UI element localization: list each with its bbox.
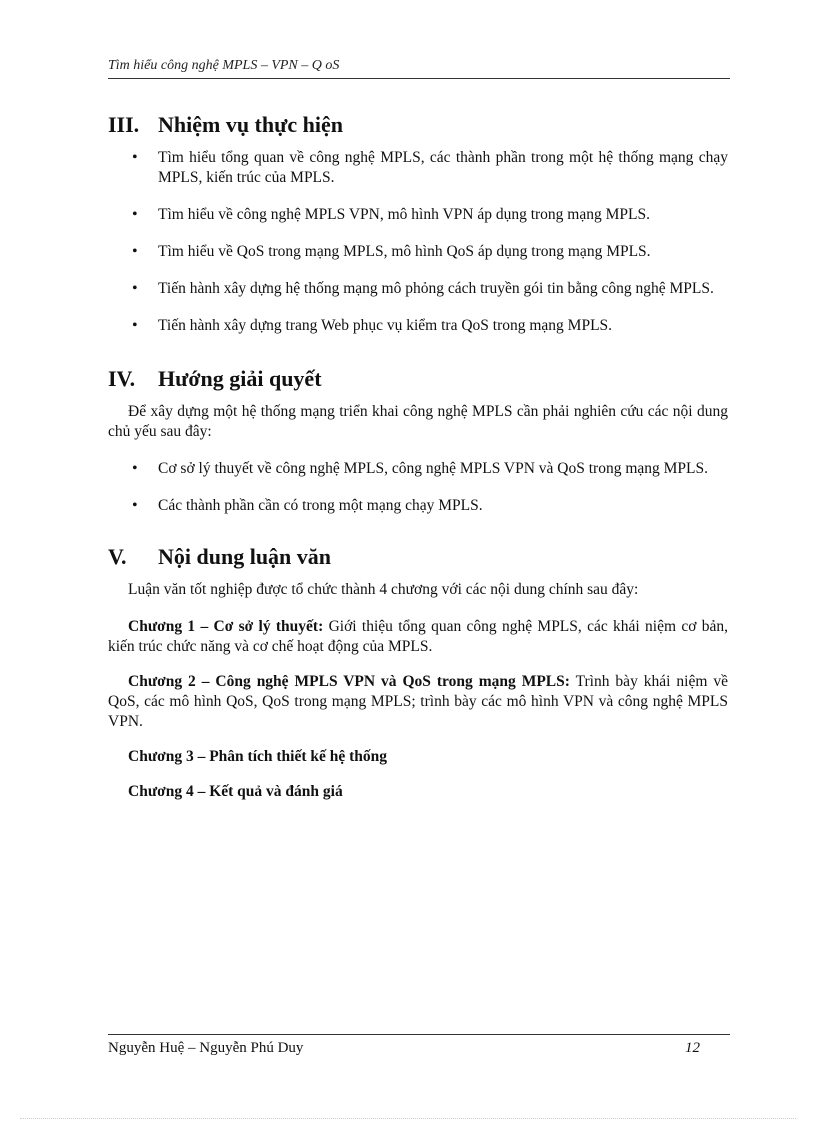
chapter-2-label: Chương 2 – Công nghệ MPLS VPN và QoS trong mạng MPLS: — [128, 673, 570, 690]
chapter-1-paragraph — [108, 617, 728, 657]
section-4-list — [108, 459, 728, 516]
section-5-intro: Luận văn tốt nghiệp được tổ chức thành 4 chương với các nội dung chính sau đây: — [128, 581, 639, 598]
list-item: • Tiến hành xây dựng hệ thống mạng mô phỏng cách truyền gói tin bằng công nghệ MPLS. — [108, 279, 728, 299]
section-4-title: Hướng giải quyết — [158, 366, 322, 391]
list-item: • Tìm hiểu tổng quan về công nghệ MPLS, các thành phần trong một hệ thống mạng chạy MPLS, kiến trúc của MPLS. — [108, 148, 728, 188]
list-item: • Cơ sở lý thuyết về công nghệ MPLS, công nghệ MPLS VPN và QoS trong mạng MPLS. — [108, 459, 728, 479]
list-item: • Các thành phần cần có trong một mạng chạy MPLS. — [108, 496, 728, 516]
chapter-4-paragraph — [108, 782, 728, 802]
chapter-4-label: Chương 4 – Kết quả và đánh giá — [128, 783, 343, 800]
chapter-3-paragraph — [108, 747, 728, 767]
chapter-2-paragraph — [108, 672, 728, 732]
section-3-number: III. — [108, 112, 140, 137]
list-item: • Tìm hiểu về công nghệ MPLS VPN, mô hình VPN áp dụng trong mạng MPLS. — [108, 205, 728, 225]
chapter-1-text: Giới thiệu tổng quan công nghệ MPLS, các khái niệm cơ bản, kiến trúc chức năng và cơ chế hoạt động của MPLS. — [108, 618, 728, 655]
running-footer — [108, 1040, 700, 1057]
list-item: • Tiến hành xây dựng trang Web phục vụ kiểm tra QoS trong mạng MPLS. — [108, 316, 728, 336]
chapter-3-label: Chương 3 – Phân tích thiết kế hệ thống — [128, 748, 388, 765]
section-3-list — [108, 148, 728, 336]
section-5-heading — [108, 544, 728, 570]
section-3-title: Nhiệm vụ thực hiện — [158, 112, 343, 137]
footer-divider — [108, 1034, 730, 1035]
section-5-number: V. — [108, 544, 127, 569]
page-content — [108, 112, 728, 817]
chapter-1-label: Chương 1 – Cơ sở lý thuyết: — [128, 618, 324, 635]
section-5-title: Nội dung luận văn — [158, 544, 332, 569]
chapter-2-text: Trình bày khái niệm về QoS, các mô hình QoS, QoS trong mạng MPLS; trình bày các mô hình VPN và công nghệ MPLS VPN. — [108, 673, 728, 730]
section-4-heading — [108, 366, 728, 392]
page-edge-divider — [20, 1118, 796, 1119]
section-4-intro: Để xây dựng một hệ thống mạng triển khai công nghệ MPLS cần phải nghiên cứu các nội dung chủ yếu sau đây: — [108, 403, 728, 440]
running-header: Tìm hiểu công nghệ MPLS – VPN – Q oS — [108, 58, 340, 73]
header-divider — [108, 78, 730, 79]
section-3-heading — [108, 112, 728, 138]
page-number: 12 — [685, 1040, 700, 1056]
footer-authors: Nguyễn Huệ – Nguyễn Phú Duy — [108, 1040, 304, 1056]
section-4-number: IV. — [108, 366, 136, 391]
list-item: • Tìm hiểu về QoS trong mạng MPLS, mô hình QoS áp dụng trong mạng MPLS. — [108, 242, 728, 262]
